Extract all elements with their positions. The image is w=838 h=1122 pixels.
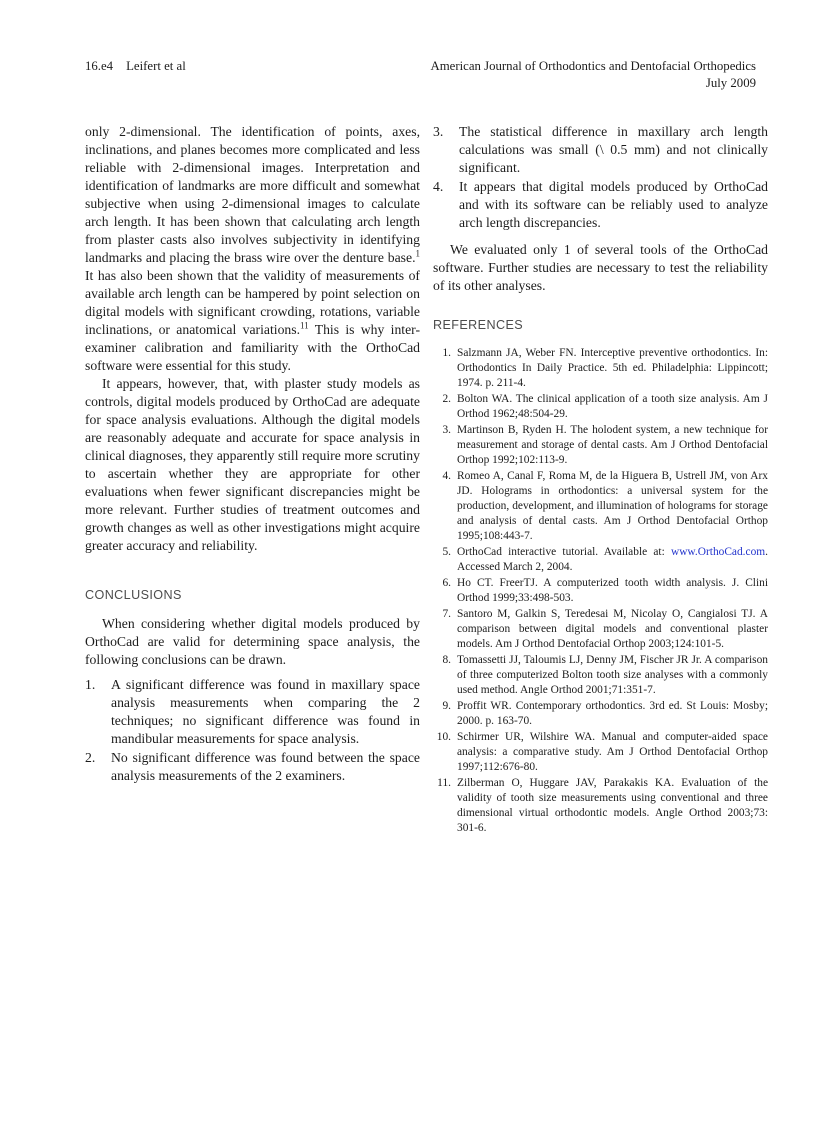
reference-text: Zilberman O, Huggare JAV, Parakakis KA. Evaluation of the validity of tooth size measurements using conventional and three dimensional virtual orthodontic models. Angle Orthod 2003;73: 301-6. — [457, 777, 768, 834]
reference-item — [433, 607, 768, 652]
reference-number: 7. — [442, 608, 451, 620]
reference-text: Ho CT. FreerTJ. A computerized tooth width analysis. J. Clini Orthod 1999;33:498-503. — [457, 577, 768, 604]
list-item — [433, 123, 768, 177]
reference-text: Martinson B, Ryden H. The holodent system, a new technique for measurement and storage of dental casts. Am J Orthod Dentofacial Orthop 1992;102:113-9. — [457, 424, 768, 466]
running-head-right — [430, 58, 756, 92]
reference-text-segment: OrthoCad interactive tutorial. Available at: — [457, 546, 671, 558]
reference-number: 6. — [442, 577, 451, 589]
references-list — [433, 346, 768, 836]
paragraph-text: It has also been shown that the validity of measurements of available arch length can be hampered by point selection on digital models with significant crowding, rotations, variable inclinations, or anatomical variations. — [85, 268, 420, 337]
list-item-number: 2. — [85, 750, 96, 765]
reference-item — [433, 392, 768, 422]
orthocad-link[interactable]: www.OrthoCad.com — [670, 546, 766, 558]
paragraph-text: only 2-dimensional. The identification of points, axes, inclinations, and planes becomes more complicated and less reliable with 2-dimensional images. Interpretation and identification of landmarks are more difficult and somewhat subjective when using 2-dimensional images to calculate arch length. It has been shown that calculating arch length from plaster casts also involves subjectivity in identifying landmarks and placing the brass wire over the denture base. — [85, 124, 420, 265]
running-head-left — [85, 58, 186, 75]
conclusions-list — [85, 676, 420, 785]
paragraph-text: This is why inter-examiner calibration and familiarity with the OrthoCad software were essential for this study. — [85, 322, 421, 373]
conclusions-list-continued — [433, 123, 768, 232]
right-column — [433, 123, 768, 837]
reference-number: 3. — [442, 424, 451, 436]
list-item-number: 1. — [85, 677, 96, 692]
list-item-number: 4. — [433, 179, 444, 194]
reference-item — [433, 545, 768, 575]
list-item-text: A significant difference was found in maxillary space analysis measurements when comparing the 2 techniques; no significant difference was found in mandibular measurements for space analysis. — [111, 677, 420, 746]
page-header — [85, 58, 756, 92]
list-item — [85, 749, 420, 785]
reference-text: Santoro M, Galkin S, Teredesai M, Nicolay O, Cangialosi TJ. A comparison between digital models and conventional plaster models. Am J Orthod Dentofacial Orthop 2003;124:101-5. — [457, 608, 768, 650]
reference-item — [433, 776, 768, 836]
list-item — [433, 178, 768, 232]
reference-text: Salzmann JA, Weber FN. Interceptive preventive orthodontics. In: Orthodontics In Daily Practice. 5th ed. Philadelphia: Lippincott; 1974. p. 211-4. — [457, 347, 768, 389]
reference-number: 1. — [442, 347, 451, 359]
journal-title: American Journal of Orthodontics and Dentofacial Orthopedics — [430, 59, 756, 73]
reference-text: Proffit WR. Contemporary orthodontics. 3rd ed. St Louis: Mosby; 2000. p. 163-70. — [457, 700, 768, 727]
discussion-paragraph-1 — [85, 123, 420, 375]
conclusions-intro: When considering whether digital models produced by OrthoCad are valid for determining space analysis, the following conclusions can be drawn. — [85, 616, 420, 667]
list-item-text: No significant difference was found between the space analysis measurements of the 2 examiners. — [111, 750, 420, 783]
reference-item — [433, 346, 768, 391]
reference-text — [457, 545, 768, 575]
reference-number: 9. — [442, 700, 451, 712]
conclusions-heading: CONCLUSIONS — [85, 588, 182, 602]
page-number: 16.e4 — [85, 59, 114, 73]
reference-text-segment: . Accessed March 2, 2004. — [457, 546, 768, 573]
reference-number: 11. — [437, 777, 451, 789]
list-item-text: It appears that digital models produced by OrthoCad and with its software can be reliably used to analyze arch length discrepancies. — [459, 179, 768, 230]
reference-item — [433, 469, 768, 544]
reference-text: Romeo A, Canal F, Roma M, de la Higuera B, Ustrell JM, von Arx JD. Holograms in orthodontics: a universal system for the production, development, and illumination of holograms for storage and analysis of dental casts. Am J Orthod Dentofacial Orthop 1995;108:443-7. — [457, 470, 768, 542]
reference-text: Tomassetti JJ, Taloumis LJ, Denny JM, Fischer JR Jr. A comparison of three computerized Bolton tooth size analyses with a commonly used method. Angle Orthod 2001;71:351-7. — [457, 654, 768, 696]
evaluation-paragraph: We evaluated only 1 of several tools of the OrthoCad software. Further studies are necessary to test the reliability of its other analyses. — [433, 242, 768, 293]
list-item-number: 3. — [433, 124, 444, 139]
reference-item — [433, 653, 768, 698]
left-column — [85, 123, 420, 786]
reference-text: Bolton WA. The clinical application of a tooth size analysis. Am J Orthod 1962;48:504-29. — [457, 393, 768, 420]
reference-item — [433, 423, 768, 468]
reference-item — [433, 730, 768, 775]
reference-item — [433, 576, 768, 606]
reference-number: 10. — [436, 731, 451, 743]
reference-number: 8. — [442, 654, 451, 666]
issue-date: July 2009 — [705, 76, 756, 90]
citation-superscript: 11 — [300, 320, 309, 331]
discussion-paragraph-2: It appears, however, that, with plaster study models as controls, digital models produced by OrthoCad are adequate for space analysis evaluations. Although the digital models are reasonably adequate and accurate for space analysis in clinical diagnoses, they apparently still require more scrutiny to ascertain whether they are appropriate for other evaluations when fewer significant discrepancies might be more relevant. Further studies of treatment outcomes and growth changes as well as other investigations might acquire greater accuracy and reliability. — [85, 376, 420, 553]
reference-number: 2. — [442, 393, 451, 405]
reference-text: Schirmer UR, Wilshire WA. Manual and computer-aided space analysis: a comparative study. Am J Orthod Dentofacial Orthop 1997;112:676-80. — [457, 731, 768, 773]
running-authors: Leifert et al — [126, 59, 186, 73]
list-item — [85, 676, 420, 748]
citation-superscript: 1 — [415, 248, 420, 259]
references-heading: REFERENCES — [433, 318, 524, 332]
reference-number: 5. — [442, 546, 451, 558]
list-item-text: The statistical difference in maxillary arch length calculations was small (\ 0.5 mm) and not clinically significant. — [459, 124, 768, 175]
reference-item — [433, 699, 768, 729]
reference-number: 4. — [442, 470, 451, 482]
